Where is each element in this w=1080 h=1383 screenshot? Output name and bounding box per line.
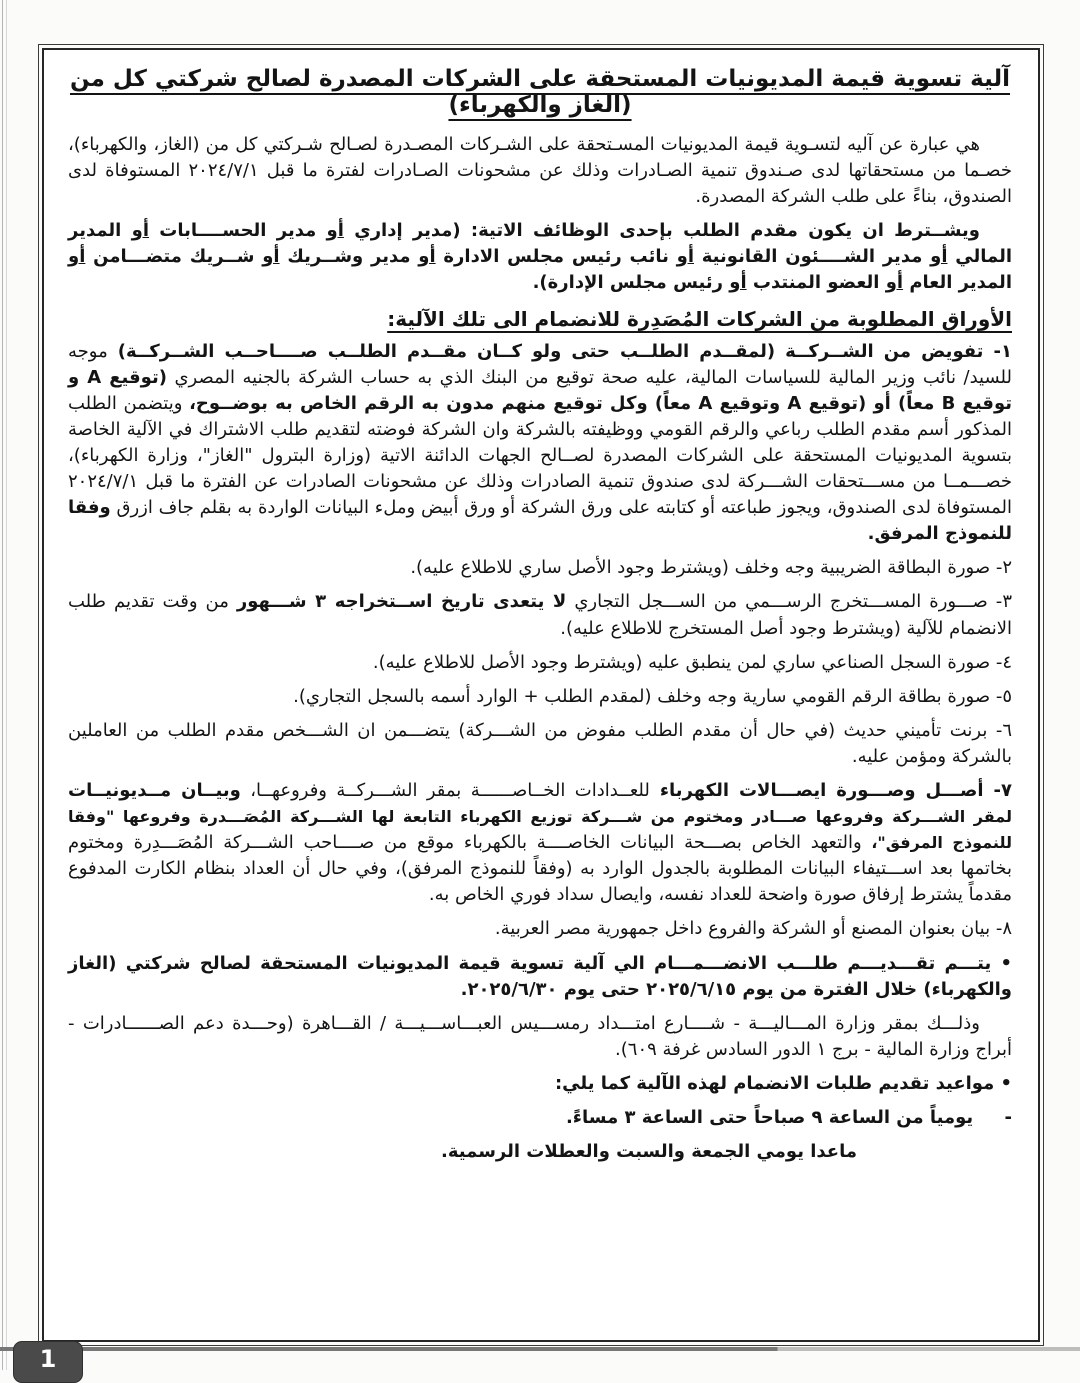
required-doc-item-3: ٣- صـــورة المســـتخرج الرســـمي من الســـجل التجاري لا يتعدى تاريخ اســتخراجه ٣ شـــهور من وقت تقديم طلب الانضمام للآلية (ويشترط وجود أصل المستخرج للاطلاع عليه). <box>68 591 1012 639</box>
document-title: آلية تسوية قيمة المديونيات المستحقة على الشركات المصدرة لصالح شركتي كل من (الغاز والكهرباء) <box>69 66 1011 118</box>
schedule-daily-line: - يومياً من الساعة ٩ صباحاً حتى الساعة ٣ مساءً. <box>565 1107 1012 1128</box>
required-doc-item-2: ٢- صورة البطاقة الضريبية وجه وخلف (ويشترط وجود الأصل ساري للاطلاع عليه). <box>410 557 1012 579</box>
schedule-heading-bullet: • مواعيد تقديم طلبات الانضمام لهذه الآلية كما يلي: <box>554 1072 1012 1094</box>
required-doc-item-8: ٨- بيان بعنوان المصنع أو الشركة والفروع داخل جمهورية مصر العربية. <box>494 918 1012 940</box>
submission-period-bullet: • يتـــم تقـــديـــم طلـــب الانضـــمـــام الي آلية تسوية قيمة المديونيات المستحقة لصالح شركتي (الغاز والكهرباء) خلال الفترة من يوم ٢٠٢٥/٦/١٥ حتى يوم ٢٠٢٥/٦/٣٠. <box>68 952 1012 1000</box>
required-doc-item-6: ٦- برنت تأميني حديث (في حال أن مقدم الطلب مفوض من الشـــركة) يتضـــمن ان الشـــخص مقدم الطلب من العاملين بالشركة ومؤمن عليه. <box>68 719 1012 767</box>
required-doc-item-7: ٧- أصـــل وصـــورة ايصـــالات الكهرباء للعــدادات الخــاصــــــة بمقر الشـــركــة وفروعهــا، وبيــان مــديونيــات لمقر الشـــركة وفروعها صـــادر ومختوم من شـــركة توزيع الكهرباء التابعة لها الشـــركة المُصَـــدرة وفروعها "وفقا للنموذج المرفق"، والتعهد الخاص بصـــحة البيانات الخاصــــة بالكهرباء موقع من صــــاحب الشـــركة المُصَـــدِرة ومختوم بخاتمها بعد اســـتيفاء البيانات المطلوبة بالجدول الوارد به (وفقاً للنموذج المرفق)، وفي حال أن العداد بنظام الكارت المدفوع مقدماً يشترط إرفاق صورة واضحة للعداد نفسه، وايصال سداد فوري الخاص به. <box>68 779 1013 906</box>
scan-edge-line <box>2 0 3 1370</box>
scan-edge-line-2 <box>6 0 7 1370</box>
document-page-frame <box>42 48 1040 1342</box>
required-doc-item-5: ٥- صورة بطاقة الرقم القومي سارية وجه وخلف (لمقدم الطلب + الوارد أسمه بالسجل التجاري). <box>293 685 1012 707</box>
required-doc-item-4: ٤- صورة السجل الصناعي ساري لمن ينطبق عليه (ويشترط وجود الأصل للاطلاع عليه). <box>372 651 1012 673</box>
required-doc-item-1: ١- تفويض من الشــركــة (لمقــدم الطلــب حتى ولو كــان مقــدم الطلــب صــــاحــب الشــركــة) موجه للسيد/ نائب وزير المالية للسياسات المالية، عليه صحة توقيع من البنك الذي به حساب الشركة بالجنيه المصري (توقيع A و توقيع B معاً) أو (توقيع A وتوقيع A معاً) وكل توقيع منهم مدون به الرقم الخاص به بوضــوح، ويتضمن الطلب المذكور أسم مقدم الطلب رباعي والرقم القومي ووظيفته بالشركة وان الشركة فوضته لتقديم طلب الاشتراك في الآلية الخاصة بتسوية المديونيات المستحقة على الشركات المصدرة لصــالح الجهات الدائنة الاتية (وزارة البترول "الغاز"، وزارة الكهرباء)، خصـــمــا من مســـتحقات الشـــركة لدى صندوق تنمية الصادرات وذلك عن مشحونات الصادرات عن الفترة ما قبل ٢٠٢٤/٧/١ المستوفاة لدى الصندوق، ويجوز طباعته أو كتابته على ورق الشركة أو ورق أبيض وملء البيانات الواردة به بقلم جاف ازرق وفقا للنموذج المرفق. <box>68 340 1013 545</box>
document-progress-bar[interactable] <box>0 1347 1080 1351</box>
applicant-roles-paragraph: ويشــترط ان يكون مقدم الطلب بإحدى الوظائف الاتية: (مدير إداري أو مدير الحســــابات أو المدير المالي أو مدير الشــــئون القانونية أو نائب رئيس مجلس الادارة أو مدير وشــريك أو شــريك متضـــامن أو المدير العام أو العضو المنتدب أو رئيس مجلس الإدارة). <box>68 220 1012 294</box>
page-number-label: 1 <box>39 1345 57 1373</box>
submission-location-paragraph: وذلـــك بمقر وزارة المـــاليـــة - شــــارع امتـــداد رمســـيس العبـــاســـيـــة / القـــاهرة (وحـــدة دعم الصــــــادرات - أبراج وزارة المالية - برج ١ الدور السادس غرفة ٦٠٩). <box>68 1012 1012 1060</box>
intro-paragraph: هي عبارة عن آليه لتسـوية قيمة المديونيات المسـتحقة على الشـركات المصـدرة لصـالح شـركتي كل من (الغاز، والكهرباء)، خصـما من مستحقاتها لدى صـندوق تنمية الصـادرات وذلك عن مشحونات الصـادرات لفترة ما قبل ٢٠٢٤/٧/١ المستوفاة لدى الصندوق، بناءً على طلب الشركة المصدرة. <box>68 134 1013 208</box>
required-documents-heading: الأوراق المطلوبة من الشركات المُصَدِرة للانضمام الى تلك الآلية: <box>387 306 1012 331</box>
page-number-badge[interactable] <box>13 1341 83 1383</box>
schedule-exception-line: ماعدا يومي الجمعة والسبت والعطلات الرسمية. <box>441 1141 857 1163</box>
